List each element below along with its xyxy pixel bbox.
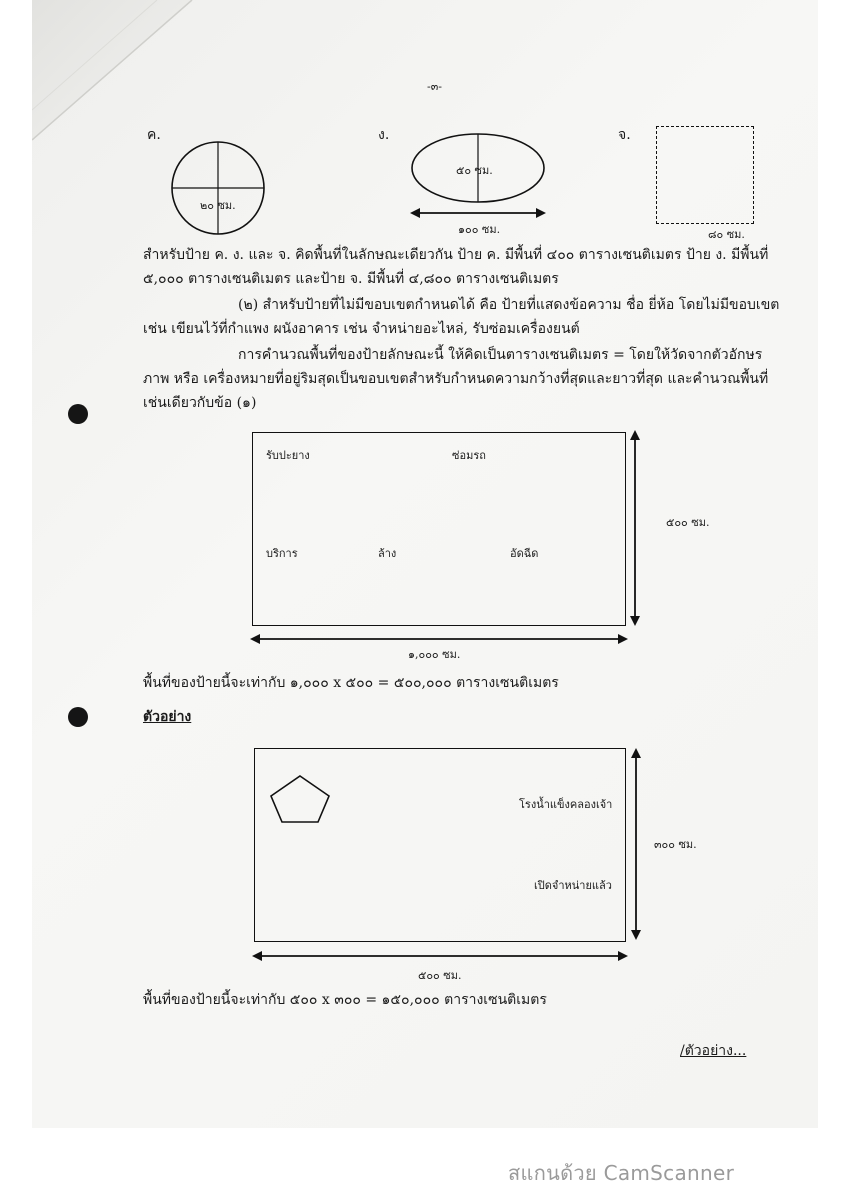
circle-sign-diagram (170, 140, 266, 236)
scanned-page (32, 0, 818, 1128)
sign-1-text-2: ซ่อมรถ (452, 449, 486, 462)
square-dimension: ๘๐ ซม. (708, 228, 745, 241)
shape-label-ng: ง. (378, 127, 390, 143)
shape-label-j: จ. (618, 127, 631, 143)
sign-2-area-text: พื้นที่ของป้ายนี้จะเท่ากับ ๕๐๐ x ๓๐๐ = ๑๕๐,๐๐๐ ตารางเซนติเมตร (143, 992, 547, 1008)
square-sign-dashed (656, 126, 754, 224)
fold-edge-line (32, 0, 202, 150)
sign-1-text-4: ล้าง (378, 547, 397, 560)
sign-2-width-dimension: ๕๐๐ ซม. (418, 969, 462, 982)
example-heading: ตัวอย่าง (143, 709, 192, 725)
sign-1-area-text: พื้นที่ของป้ายนี้จะเท่ากับ ๑,๐๐๐ x ๕๐๐ = ๕๐๐,๐๐๐ ตารางเซนติเมตร (143, 675, 559, 691)
sign-1-height-arrow (628, 430, 642, 626)
camscanner-watermark: สแกนด้วย CamScanner (508, 1161, 735, 1185)
sign-2-height-arrow (629, 748, 643, 940)
ellipse-width-dimension: ๑๐๐ ซม. (458, 223, 501, 236)
paragraph-3-line-3: เช่นเดียวกับข้อ (๑) (143, 395, 257, 411)
punch-hole-bottom (68, 707, 88, 727)
sign-1-height-dimension: ๕๐๐ ซม. (666, 516, 710, 529)
sign-1-text-3: บริการ (266, 547, 298, 560)
paragraph-3-line-2: ภาพ หรือ เครื่องหมายที่อยู่ริมสุดเป็นขอบเขตสำหรับกำหนดความกว้างที่สุดและยาวที่สุด และคำนวณพื้นที่ (143, 371, 769, 387)
paragraph-1-line-2: ๕,๐๐๐ ตารางเซนติเมตร และป้าย จ. มีพื้นที่ ๔,๘๐๐ ตารางเซนติเมตร (143, 271, 559, 287)
sign-1-text-5: อัดฉีด (510, 547, 539, 560)
sign-1-width-arrow (250, 632, 628, 646)
shape-label-c: ค. (147, 127, 161, 143)
next-page-marker: /ตัวอย่าง... (680, 1043, 747, 1059)
sign-1-text-1: รับปะยาง (266, 449, 310, 462)
punch-hole-top (68, 404, 88, 424)
sign-2-text-2: เปิดจำหน่ายแล้ว (534, 879, 612, 892)
paragraph-3-line-1: การคำนวณพื้นที่ของป้ายลักษณะนี้ ให้คิดเป็นตารางเซนติเมตร = โดยให้วัดจากตัวอักษร (238, 347, 763, 363)
paragraph-2-line-1: (๒) สำหรับป้ายที่ไม่มีขอบเขตกำหนดได้ คือ ป้ายที่แสดงข้อความ ชื่อ ยี่ห้อ โดยไม่มีขอบเขต (238, 297, 780, 313)
pentagon-icon (268, 774, 332, 824)
sign-1-width-dimension: ๑,๐๐๐ ซม. (408, 648, 461, 661)
paragraph-2-line-2: เช่น เขียนไว้ที่กำแพง ผนังอาคาร เช่น จำหน่ายอะไหล่, รับซ่อมเครื่องยนต์ (143, 321, 580, 337)
ellipse-width-arrow (410, 206, 546, 220)
sign-2-text-1: โรงน้ำแข็งคลองเจ้า (519, 798, 613, 811)
circle-dimension: ๒๐ ซม. (200, 199, 236, 212)
sign-2-width-arrow (252, 949, 628, 963)
paragraph-1-line-1: สำหรับป้าย ค. ง. และ จ. คิดพื้นที่ในลักษณะเดียวกัน ป้าย ค. มีพื้นที่ ๔๐๐ ตารางเซนติเมตร ป้าย ง. มีพื้นที่ (143, 247, 769, 263)
ellipse-height-dimension: ๕๐ ซม. (456, 164, 493, 177)
page-number: -๓- (427, 80, 442, 93)
sign-2-height-dimension: ๓๐๐ ซม. (654, 838, 697, 851)
